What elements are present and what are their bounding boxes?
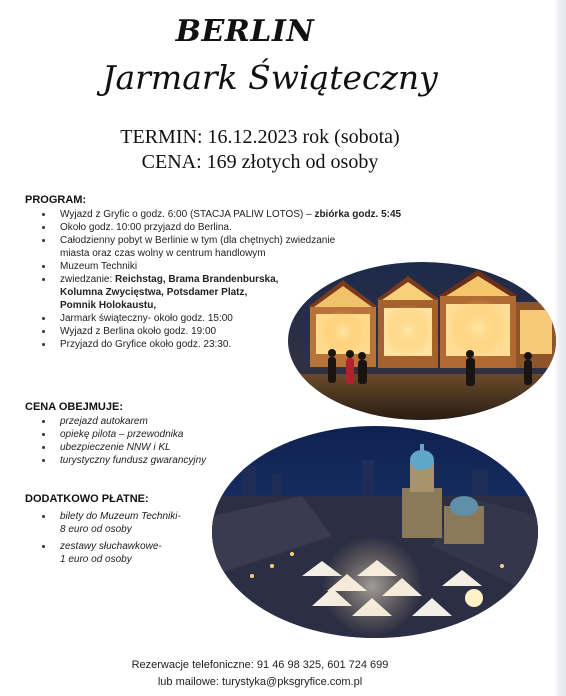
list-item: Muzeum Techniki bbox=[38, 260, 401, 273]
included-list bbox=[38, 415, 206, 467]
program-heading: PROGRAM: bbox=[25, 194, 87, 206]
title-city: BERLIN bbox=[175, 14, 315, 49]
title-subtitle: Jarmark Świąteczny bbox=[102, 58, 438, 97]
list-item: zwiedzanie: Reichstag, Brama Brandenburska, Kolumna Zwycięstwa, Potsdamer Platz, Pomnik Holokaustu, bbox=[38, 273, 401, 312]
list-item: Przyjazd do Gryfice około godz. 23:30. bbox=[38, 338, 401, 351]
reservation-phone: Rezerwacje telefoniczne: 91 46 98 325, 601 724 699 bbox=[131, 659, 389, 671]
list-item: ubezpieczenie NNW i KL bbox=[38, 441, 206, 454]
list-item: bilety do Muzeum Techniki- 8 euro od osoby bbox=[38, 510, 181, 536]
extra-list bbox=[38, 510, 181, 566]
list-item: Wyjazd z Berlina około godz. 19:00 bbox=[38, 325, 401, 338]
christmas-market-aerial-photo bbox=[212, 426, 538, 638]
reservation-email: lub mailowe: turystyka@pksgryfice.com.pl bbox=[157, 676, 363, 688]
trip-date: TERMIN: 16.12.2023 rok (sobota) bbox=[120, 126, 400, 148]
page-edge-shadow bbox=[554, 0, 566, 696]
list-item: przejazd autokarem bbox=[38, 415, 206, 428]
list-item: opiekę pilota – przewodnika bbox=[38, 428, 206, 441]
trip-price: CENA: 169 złotych od osoby bbox=[141, 151, 379, 173]
list-item: turystyczny fundusz gwarancyjny bbox=[38, 454, 206, 467]
list-item: zestawy słuchawkowe- 1 euro od osoby bbox=[38, 540, 181, 566]
christmas-market-stalls-photo bbox=[288, 262, 556, 420]
included-heading: CENA OBEJMUJE: bbox=[25, 401, 123, 413]
list-item: Jarmark świąteczny- około godz. 15:00 bbox=[38, 312, 401, 325]
extra-heading: DODATKOWO PŁATNE: bbox=[25, 493, 149, 505]
list-item: Wyjazd z Gryfic o godz. 6:00 (STACJA PALIW LOTOS) – zbiórka godz. 5:45 bbox=[38, 208, 401, 221]
list-item: Całodzienny pobyt w Berlinie w tym (dla chętnych) zwiedzanie miasta oraz czas wolny w centrum handlowym bbox=[38, 234, 401, 260]
list-item: Około godz. 10:00 przyjazd do Berlina. bbox=[38, 221, 401, 234]
